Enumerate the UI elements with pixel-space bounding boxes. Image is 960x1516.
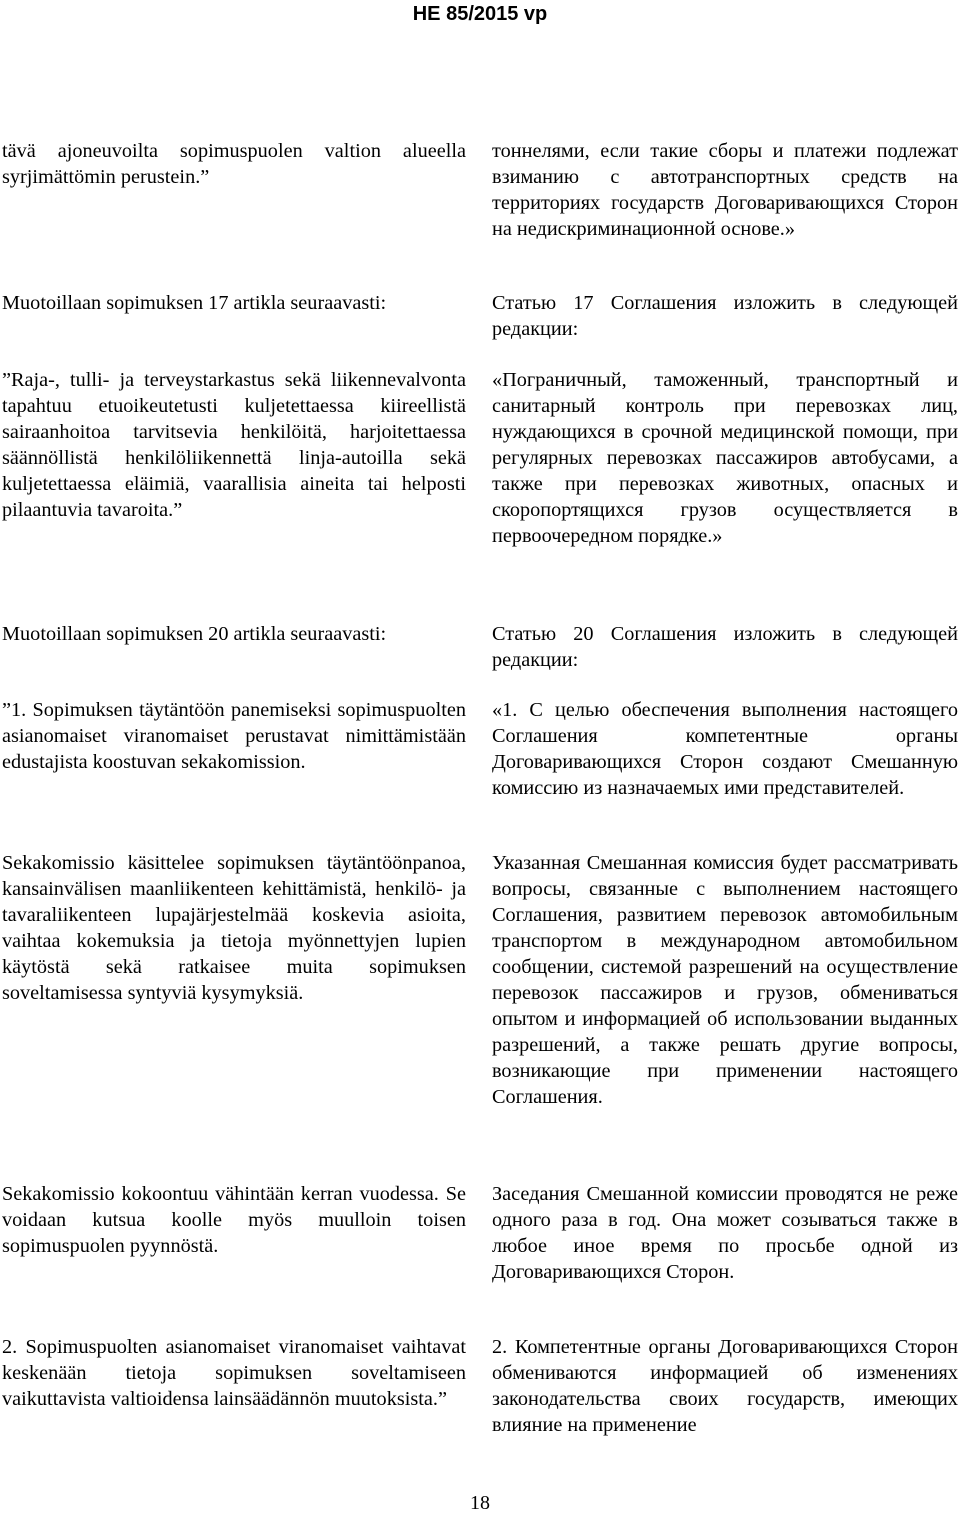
russian-column (492, 0, 958, 1516)
russian-paragraph-3: «Пограничный, таможенный, транспортный и санитарный контроль при перевозках лиц, нуждающихся в срочной медицинской помощи, при регулярных перевозках пассажиров автобусами, а также при перевозках животных, опасных и скоропортящихся грузов осуществляется в первоочередном порядке.» (492, 369, 958, 547)
finnish-paragraph-6: Sekakomissio käsittelee sopimuksen täytäntöönpanoa, kansainvälisen maanliikenteen kehittämistä, henkilö- ja tavaraliikenteen lupajärjestelmää koskevia asioita, vaihtaa kokemuksia ja tietoja myönnettyjen lupien käytöstä sekä ratkaisee muita sopimuksen soveltamisessa syntyviä kysymyksiä. (2, 852, 466, 1004)
finnish-paragraph-4: Muotoillaan sopimuksen 20 artikla seuraavasti: (2, 623, 387, 645)
russian-paragraph-4: Статью 20 Соглашения изложить в следующей редакции: (492, 623, 958, 671)
finnish-paragraph-2: Muotoillaan sopimuksen 17 artikla seuraavasti: (2, 292, 387, 314)
finnish-paragraph-1: tävä ajoneuvoilta sopimuspuolen valtion alueella syrjimättömin perustein.” (2, 140, 466, 188)
russian-paragraph-7: Заседания Смешанной комиссии проводятся не реже одного раза в год. Она может созываться также в любое иное время по просьбе одной из Договаривающихся Сторон. (492, 1183, 958, 1283)
russian-paragraph-8: 2. Компетентные органы Договаривающихся Сторон обмениваются информацией об изменениях законодательства своих государств, имеющих влияние на применение (492, 1336, 958, 1436)
finnish-column (2, 0, 466, 1516)
russian-paragraph-5: «1. С целью обеспечения выполнения настоящего Соглашения компетентные органы Договаривающихся Сторон создают Смешанную комиссию из назначаемых ими представителей. (492, 699, 958, 799)
document-id-header: HE 85/2015 vp (412, 3, 548, 25)
finnish-paragraph-7: Sekakomissio kokoontuu vähintään kerran vuodessa. Se voidaan kutsua koolle myös muulloin toisen sopimuspuolen pyynnöstä. (2, 1183, 466, 1257)
russian-paragraph-2: Статью 17 Соглашения изложить в следующей редакции: (492, 292, 958, 340)
page-number: 18 (470, 1492, 490, 1514)
finnish-paragraph-5: ”1. Sopimuksen täytäntöön panemiseksi sopimuspuolten asianomaiset viranomaiset perustavat nimittämistään edustajista koostuvan sekakomission. (2, 699, 466, 773)
russian-paragraph-1: тоннелями, если такие сборы и платежи подлежат взиманию с автотранспортных средств на территориях государств Договаривающихся Сторон на недискриминационной основе.» (492, 140, 958, 240)
russian-paragraph-6: Указанная Смешанная комиссия будет рассматривать вопросы, связанные с выполнением настоящего Соглашения, развитием перевозок автомобильным транспортом в международном автомобильном сообщении, системой разрешений на осуществление перевозок пассажиров и грузов, обмениваться опытом и информацией об использовании выданных разрешений, а также решать другие вопросы, возникающие при применении настоящего Соглашения. (492, 852, 958, 1108)
finnish-paragraph-3: ”Raja-, tulli- ja terveystarkastus sekä liikennevalvonta tapahtuu etuoikeutetusti kuljetettaessa kiireellistä sairaanhoitoa tarvitsevia henkilöitä, harjoitettaessa säännöllistä henkilöliikennettä linja-autoilla sekä kuljetettaessa eläimiä, vaarallisia aineita tai helposti pilaantuvia tavaroita.” (2, 369, 466, 521)
finnish-paragraph-8: 2. Sopimuspuolten asianomaiset viranomaiset vaihtavat keskenään tietoja sopimuksen soveltamiseen vaikuttavista valtioidensa lainsäädännön muutoksista.” (2, 1336, 466, 1410)
